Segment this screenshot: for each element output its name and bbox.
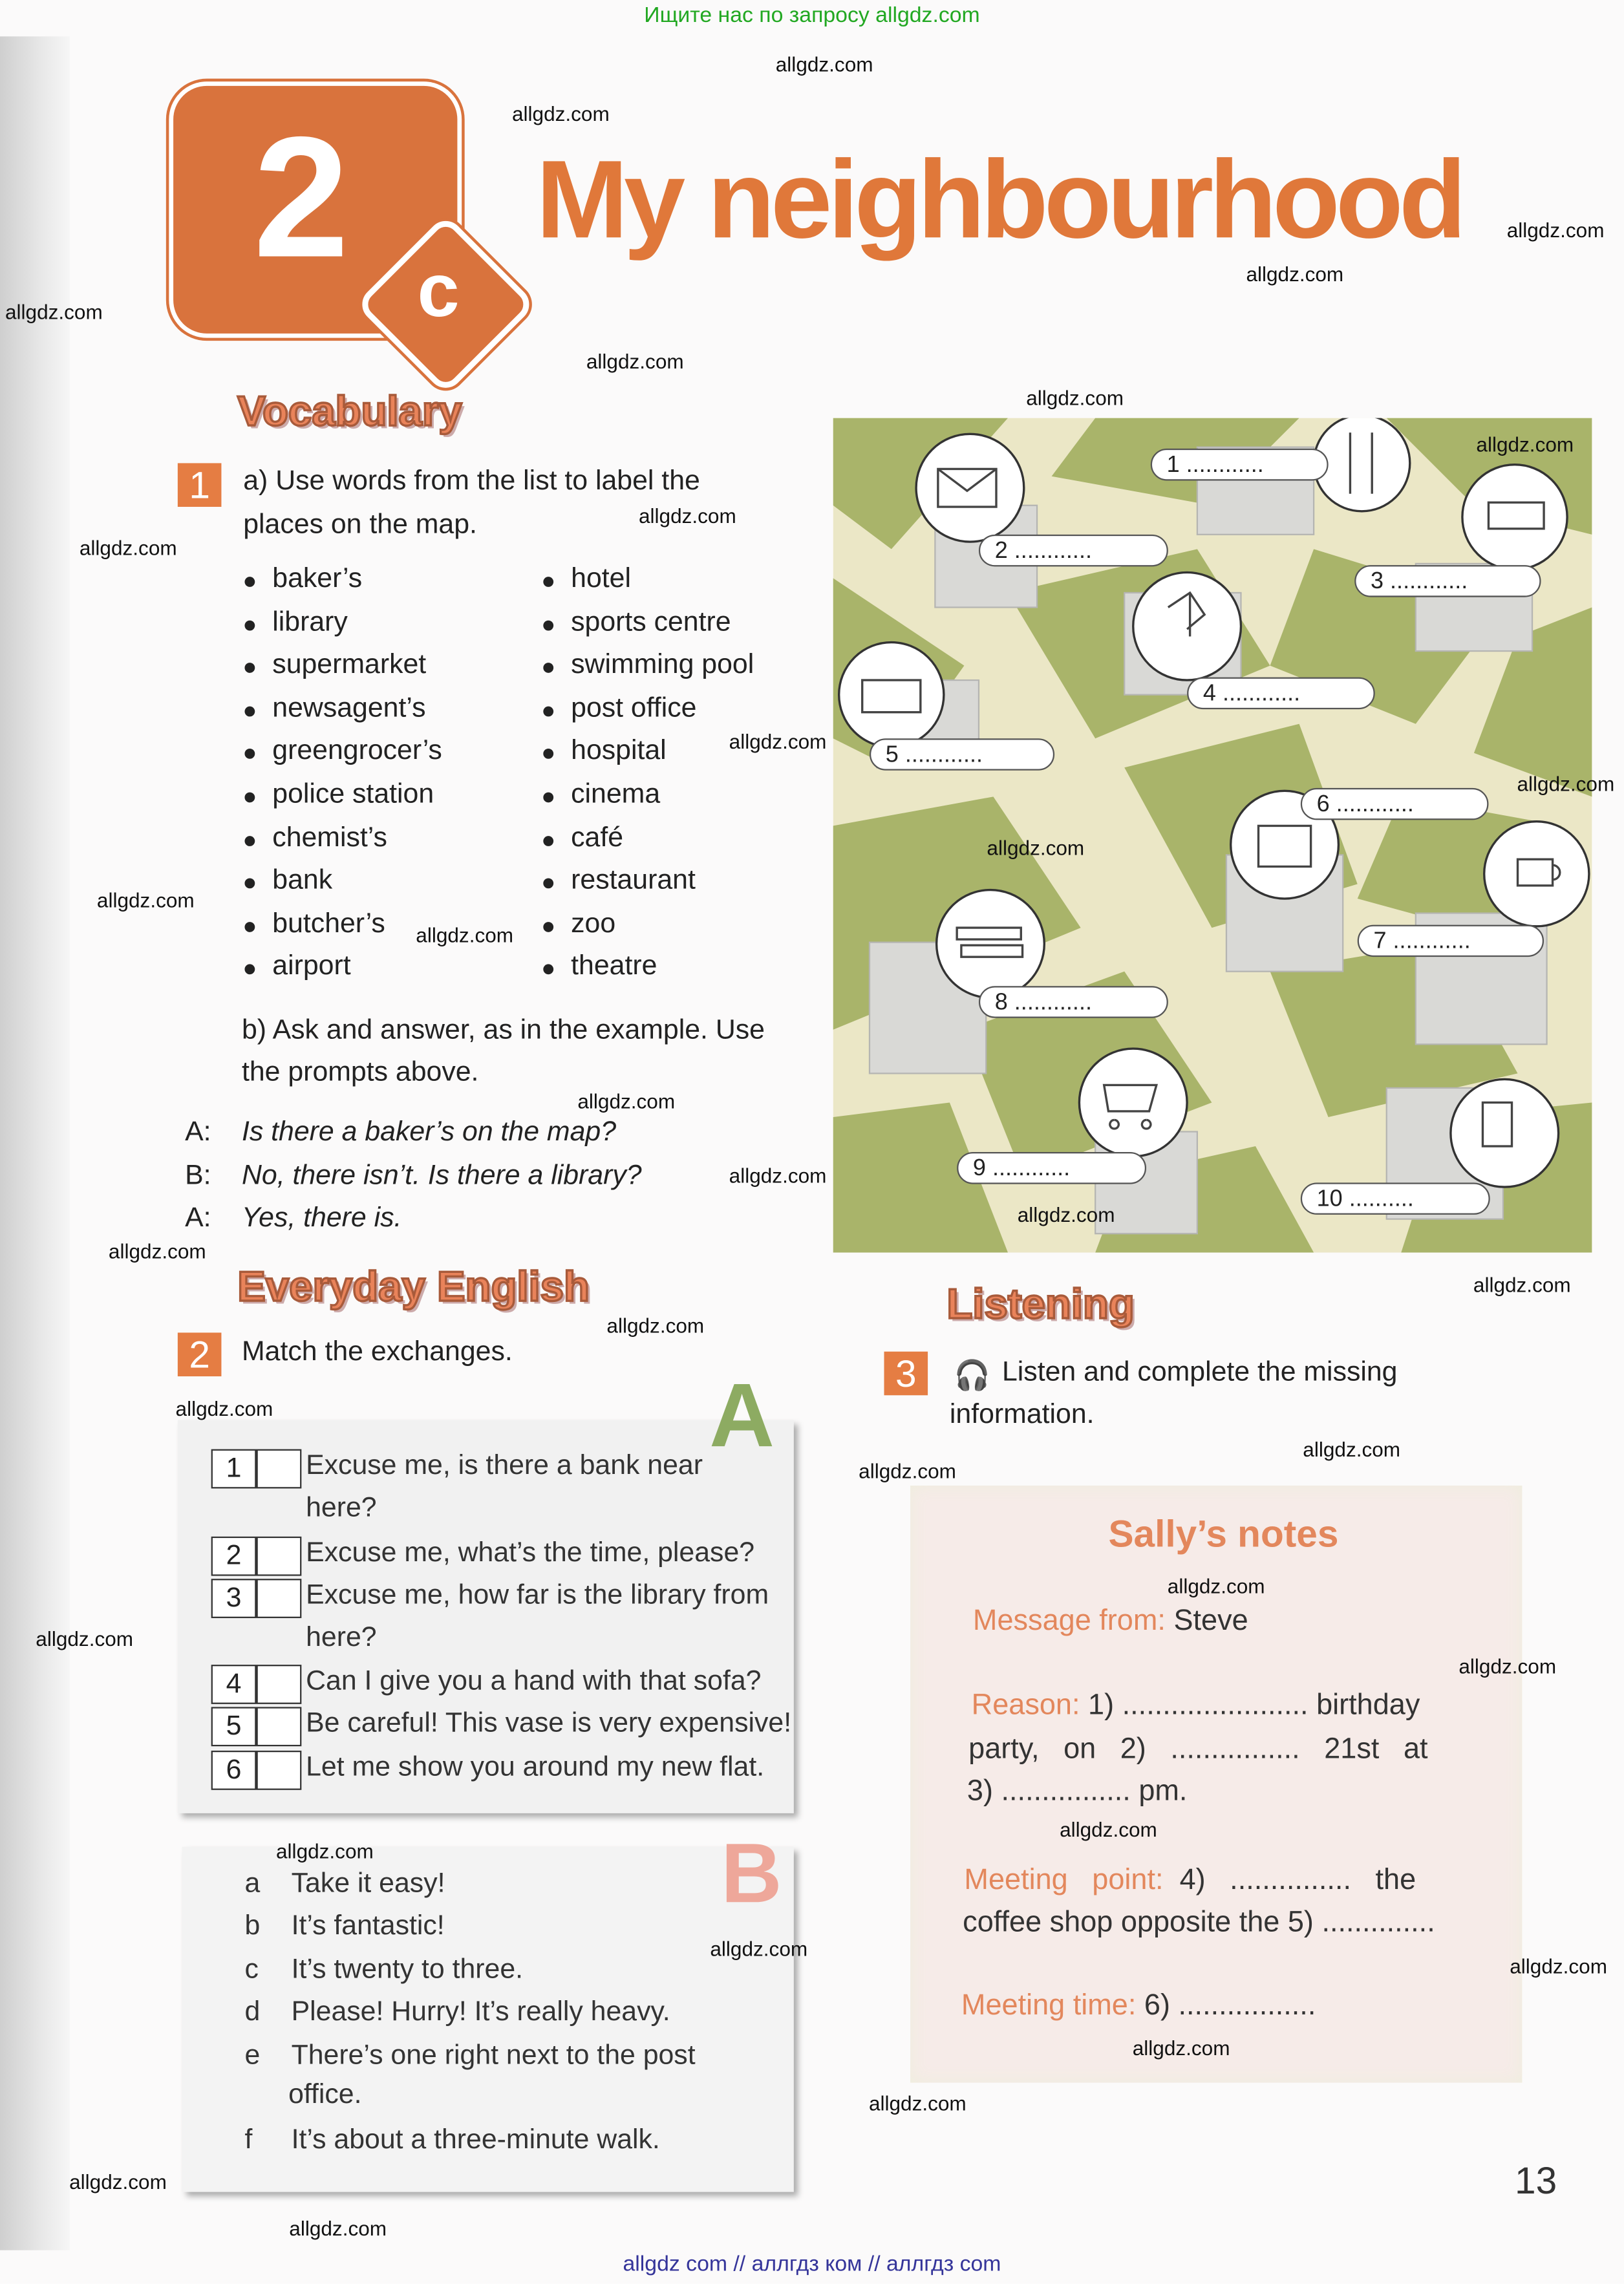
- item-letter: e: [244, 2040, 261, 2071]
- watermark-text[interactable]: allgdz.com: [1303, 1437, 1401, 1461]
- word-item: hospital: [571, 736, 667, 767]
- watermark-text[interactable]: allgdz.com: [1473, 1273, 1571, 1297]
- gap-4[interactable]: 4) ............... the: [1179, 1864, 1416, 1897]
- dialogue-line: No, there isn’t. Is there a library?: [241, 1160, 642, 1191]
- watermark-text[interactable]: allgdz.com: [577, 1089, 676, 1113]
- item-number: 6: [211, 1751, 257, 1790]
- gap-5[interactable]: coffee shop opposite the 5) ..............: [963, 1906, 1435, 1939]
- watermark-text[interactable]: allgdz.com: [416, 923, 514, 947]
- map-label-field[interactable]: 4 ............: [1187, 678, 1375, 710]
- map-label-field[interactable]: 3 ............: [1354, 565, 1541, 597]
- unit-number: 2: [253, 101, 349, 295]
- word-item: café: [571, 822, 624, 853]
- word-item: sports centre: [571, 606, 731, 637]
- shopping-cart-icon: [1079, 1049, 1187, 1157]
- watermark-text[interactable]: allgdz.com: [606, 1314, 705, 1338]
- word-item: supermarket: [272, 650, 427, 681]
- bullet: [543, 663, 553, 673]
- exercise-number: 2: [178, 1332, 222, 1376]
- watermark-text[interactable]: allgdz.com: [729, 1164, 827, 1188]
- books-icon: [937, 890, 1045, 998]
- word-item: airport: [272, 952, 351, 983]
- watermark-text[interactable]: allgdz.com: [638, 504, 736, 528]
- bullet: [543, 965, 553, 975]
- label: Reason:: [971, 1689, 1080, 1722]
- word-item: post office: [571, 692, 697, 724]
- word-item: baker’s: [272, 563, 363, 595]
- exchange-line: Be careful! This vase is very expensive!: [306, 1708, 792, 1739]
- watermark-text[interactable]: allgdz.com: [586, 349, 684, 373]
- watermark-text[interactable]: allgdz.com: [289, 2216, 387, 2240]
- speaker: A:: [185, 1202, 211, 1234]
- answer-box[interactable]: [257, 1707, 302, 1746]
- response-line: Please! Hurry! It’s really heavy.: [291, 1996, 670, 2028]
- watermark-text[interactable]: allgdz.com: [96, 888, 195, 912]
- item-number: 1: [211, 1449, 257, 1489]
- watermark-text[interactable]: allgdz.com: [775, 52, 873, 76]
- page-number: 13: [1515, 2158, 1557, 2203]
- gap-6[interactable]: 6) .................: [1144, 1989, 1316, 2022]
- item-number: 5: [211, 1707, 257, 1746]
- answer-box[interactable]: [257, 1537, 302, 1576]
- map-label-field[interactable]: 10 ..........: [1301, 1182, 1490, 1215]
- bullet: [543, 706, 553, 716]
- watermark-text[interactable]: allgdz.com: [868, 2091, 967, 2115]
- response-line: Take it easy!: [291, 1868, 445, 1899]
- item-number: 3: [211, 1579, 257, 1618]
- lesson-letter: c: [417, 249, 460, 334]
- bullet: [543, 577, 553, 587]
- instruction: Match the exchanges.: [241, 1337, 513, 1368]
- everyday-english-heading: Everyday English: [237, 1264, 590, 1311]
- word-item: cinema: [571, 779, 661, 810]
- response-line: office.: [288, 2080, 362, 2111]
- dialogue-line: Is there a baker’s on the map?: [241, 1116, 617, 1148]
- watermark-text[interactable]: allgdz.com: [859, 1459, 956, 1483]
- watermark-text[interactable]: allgdz.com: [79, 536, 177, 560]
- watermark-text[interactable]: allgdz.com: [1246, 262, 1344, 286]
- watermark-text[interactable]: allgdz.com: [1517, 772, 1615, 796]
- bullet: [244, 577, 255, 587]
- word-item: chemist’s: [272, 822, 387, 853]
- item-letter: d: [244, 1996, 261, 2028]
- box-b-letter: B: [721, 1826, 782, 1921]
- map-label-field[interactable]: 7 ............: [1358, 925, 1544, 957]
- headphones-icon: 🎧: [954, 1360, 990, 1393]
- bullet: [244, 879, 255, 889]
- bullet: [244, 663, 255, 673]
- gap-2[interactable]: party, on 2) ................ 21st at: [968, 1733, 1428, 1766]
- response-line: There’s one right next to the post: [291, 2040, 696, 2071]
- label: Meeting point:: [964, 1864, 1164, 1897]
- listening-heading: Listening: [946, 1281, 1135, 1329]
- watermark-text[interactable]: allgdz.com: [108, 1239, 206, 1263]
- bullet: [543, 749, 553, 760]
- item-letter: c: [244, 1954, 259, 1985]
- word-item: zoo: [571, 908, 616, 939]
- speaker: A:: [185, 1116, 211, 1148]
- running-man-icon: [1133, 572, 1241, 680]
- exchange-line: Excuse me, is there a bank near: [306, 1450, 703, 1482]
- watermark-text[interactable]: allgdz.com: [1026, 386, 1124, 410]
- neighbourhood-map: [833, 418, 1592, 1253]
- word-item: swimming pool: [571, 650, 754, 681]
- watermark-text[interactable]: allgdz.com: [36, 1627, 134, 1650]
- watermark-text[interactable]: allgdz.com: [1060, 1817, 1157, 1841]
- vocabulary-heading: Vocabulary: [237, 389, 462, 436]
- map-label-field[interactable]: 1 ............: [1151, 449, 1329, 481]
- bullet: [244, 749, 255, 760]
- coffee-cup-icon: [1484, 822, 1589, 926]
- bullet: [543, 620, 553, 630]
- exchange-line: Excuse me, what’s the time, please?: [306, 1538, 755, 1569]
- watermark-text[interactable]: allgdz.com: [1167, 1574, 1265, 1598]
- watermark-text[interactable]: allgdz.com: [1506, 218, 1605, 242]
- watermark-text[interactable]: allgdz.com: [710, 1937, 808, 1961]
- bullet: [244, 620, 255, 630]
- word-item: theatre: [571, 952, 657, 983]
- answer-box[interactable]: [257, 1579, 302, 1618]
- bullet: [244, 922, 255, 932]
- watermark-text[interactable]: allgdz.com: [1132, 2036, 1230, 2060]
- speaker: B:: [185, 1160, 211, 1191]
- top-banner[interactable]: Ищите нас по запросу allgdz.com: [644, 3, 980, 28]
- exchange-line: Excuse me, how far is the library from: [306, 1580, 769, 1611]
- map-label-field[interactable]: 8 ............: [979, 986, 1168, 1018]
- label: Meeting time:: [961, 1989, 1137, 2022]
- instruction: Listen and complete the missing: [1001, 1357, 1398, 1389]
- word-item: hotel: [571, 563, 631, 595]
- page-title: My neighbourhood: [536, 138, 1462, 262]
- answer-box[interactable]: [257, 1449, 302, 1489]
- watermark-text[interactable]: allgdz.com: [511, 101, 610, 125]
- bed-icon: [1462, 465, 1567, 570]
- watermark-text[interactable]: allgdz.com: [276, 1839, 374, 1863]
- word-item: restaurant: [571, 865, 696, 896]
- word-item: newsagent’s: [272, 692, 426, 724]
- bullet: [244, 793, 255, 803]
- exchange-line: here?: [306, 1493, 377, 1524]
- map-label-field[interactable]: 6 ............: [1301, 788, 1489, 820]
- bullet: [543, 922, 553, 932]
- word-item: police station: [272, 779, 434, 810]
- instruction: b) Ask and answer, as in the example. Use: [241, 1015, 765, 1046]
- box-a-letter: A: [709, 1366, 775, 1467]
- response-line: It’s twenty to three.: [291, 1954, 524, 1985]
- exchange-line: Can I give you a hand with that sofa?: [306, 1666, 762, 1697]
- watermark-text[interactable]: allgdz.com: [729, 729, 827, 753]
- bullet: [244, 965, 255, 975]
- exchange-line: Let me show you around my new flat.: [306, 1752, 765, 1783]
- watermark-text[interactable]: allgdz.com: [69, 2170, 167, 2193]
- bullet: [244, 706, 255, 716]
- exercise-number: 1: [178, 463, 222, 507]
- item-letter: b: [244, 1910, 261, 1942]
- newspapers-icon: [839, 643, 944, 747]
- item-number: 2: [211, 1537, 257, 1576]
- exercise-number: 3: [884, 1352, 928, 1396]
- bullet: [244, 835, 255, 846]
- response-line: It’s about a three-minute walk.: [291, 2124, 660, 2156]
- item-number: 4: [211, 1665, 257, 1704]
- dialogue-line: Yes, there is.: [241, 1202, 402, 1234]
- exchange-line: here?: [306, 1622, 377, 1654]
- map-label-field[interactable]: 2 ............: [979, 535, 1168, 567]
- response-line: It’s fantastic!: [291, 1910, 445, 1942]
- notes-title: Sally’s notes: [1108, 1511, 1339, 1556]
- bottom-banner[interactable]: allgdz com // аллгдз ком // аллгдз com: [623, 2251, 1001, 2277]
- instruction: a) Use words from the list to label the: [243, 465, 700, 497]
- instruction: information.: [949, 1400, 1095, 1431]
- map-label-field[interactable]: 5 ............: [870, 738, 1054, 771]
- instruction: places on the map.: [243, 509, 477, 540]
- bullet: [543, 879, 553, 889]
- watermark-text[interactable]: allgdz.com: [1476, 432, 1574, 456]
- word-item: bank: [272, 865, 333, 896]
- word-item: butcher’s: [272, 908, 385, 939]
- watermark-text[interactable]: allgdz.com: [987, 836, 1085, 860]
- bullet: [543, 835, 553, 846]
- medicine-icon: [1451, 1079, 1559, 1187]
- bullet: [543, 793, 553, 803]
- word-item: library: [272, 606, 348, 637]
- item-letter: f: [244, 2124, 253, 2156]
- value: Steve: [1173, 1605, 1248, 1638]
- label: Message from:: [972, 1605, 1166, 1638]
- answer-box[interactable]: [257, 1751, 302, 1790]
- map-label-field[interactable]: 9 ............: [957, 1152, 1146, 1184]
- gap-1[interactable]: 1) ....................... birthday: [1088, 1689, 1420, 1722]
- word-item: greengrocer’s: [272, 736, 442, 767]
- watermark-text[interactable]: allgdz.com: [5, 300, 103, 324]
- item-letter: a: [244, 1868, 261, 1899]
- instruction: the prompts above.: [241, 1057, 479, 1088]
- answer-box[interactable]: [257, 1665, 302, 1704]
- page-binding-shadow: [0, 36, 70, 2250]
- gap-3[interactable]: 3) ................ pm.: [967, 1775, 1188, 1808]
- watermark-text[interactable]: allgdz.com: [1017, 1202, 1115, 1226]
- watermark-text[interactable]: allgdz.com: [175, 1396, 273, 1420]
- watermark-text[interactable]: allgdz.com: [1458, 1654, 1557, 1678]
- watermark-text[interactable]: allgdz.com: [1510, 1954, 1607, 1978]
